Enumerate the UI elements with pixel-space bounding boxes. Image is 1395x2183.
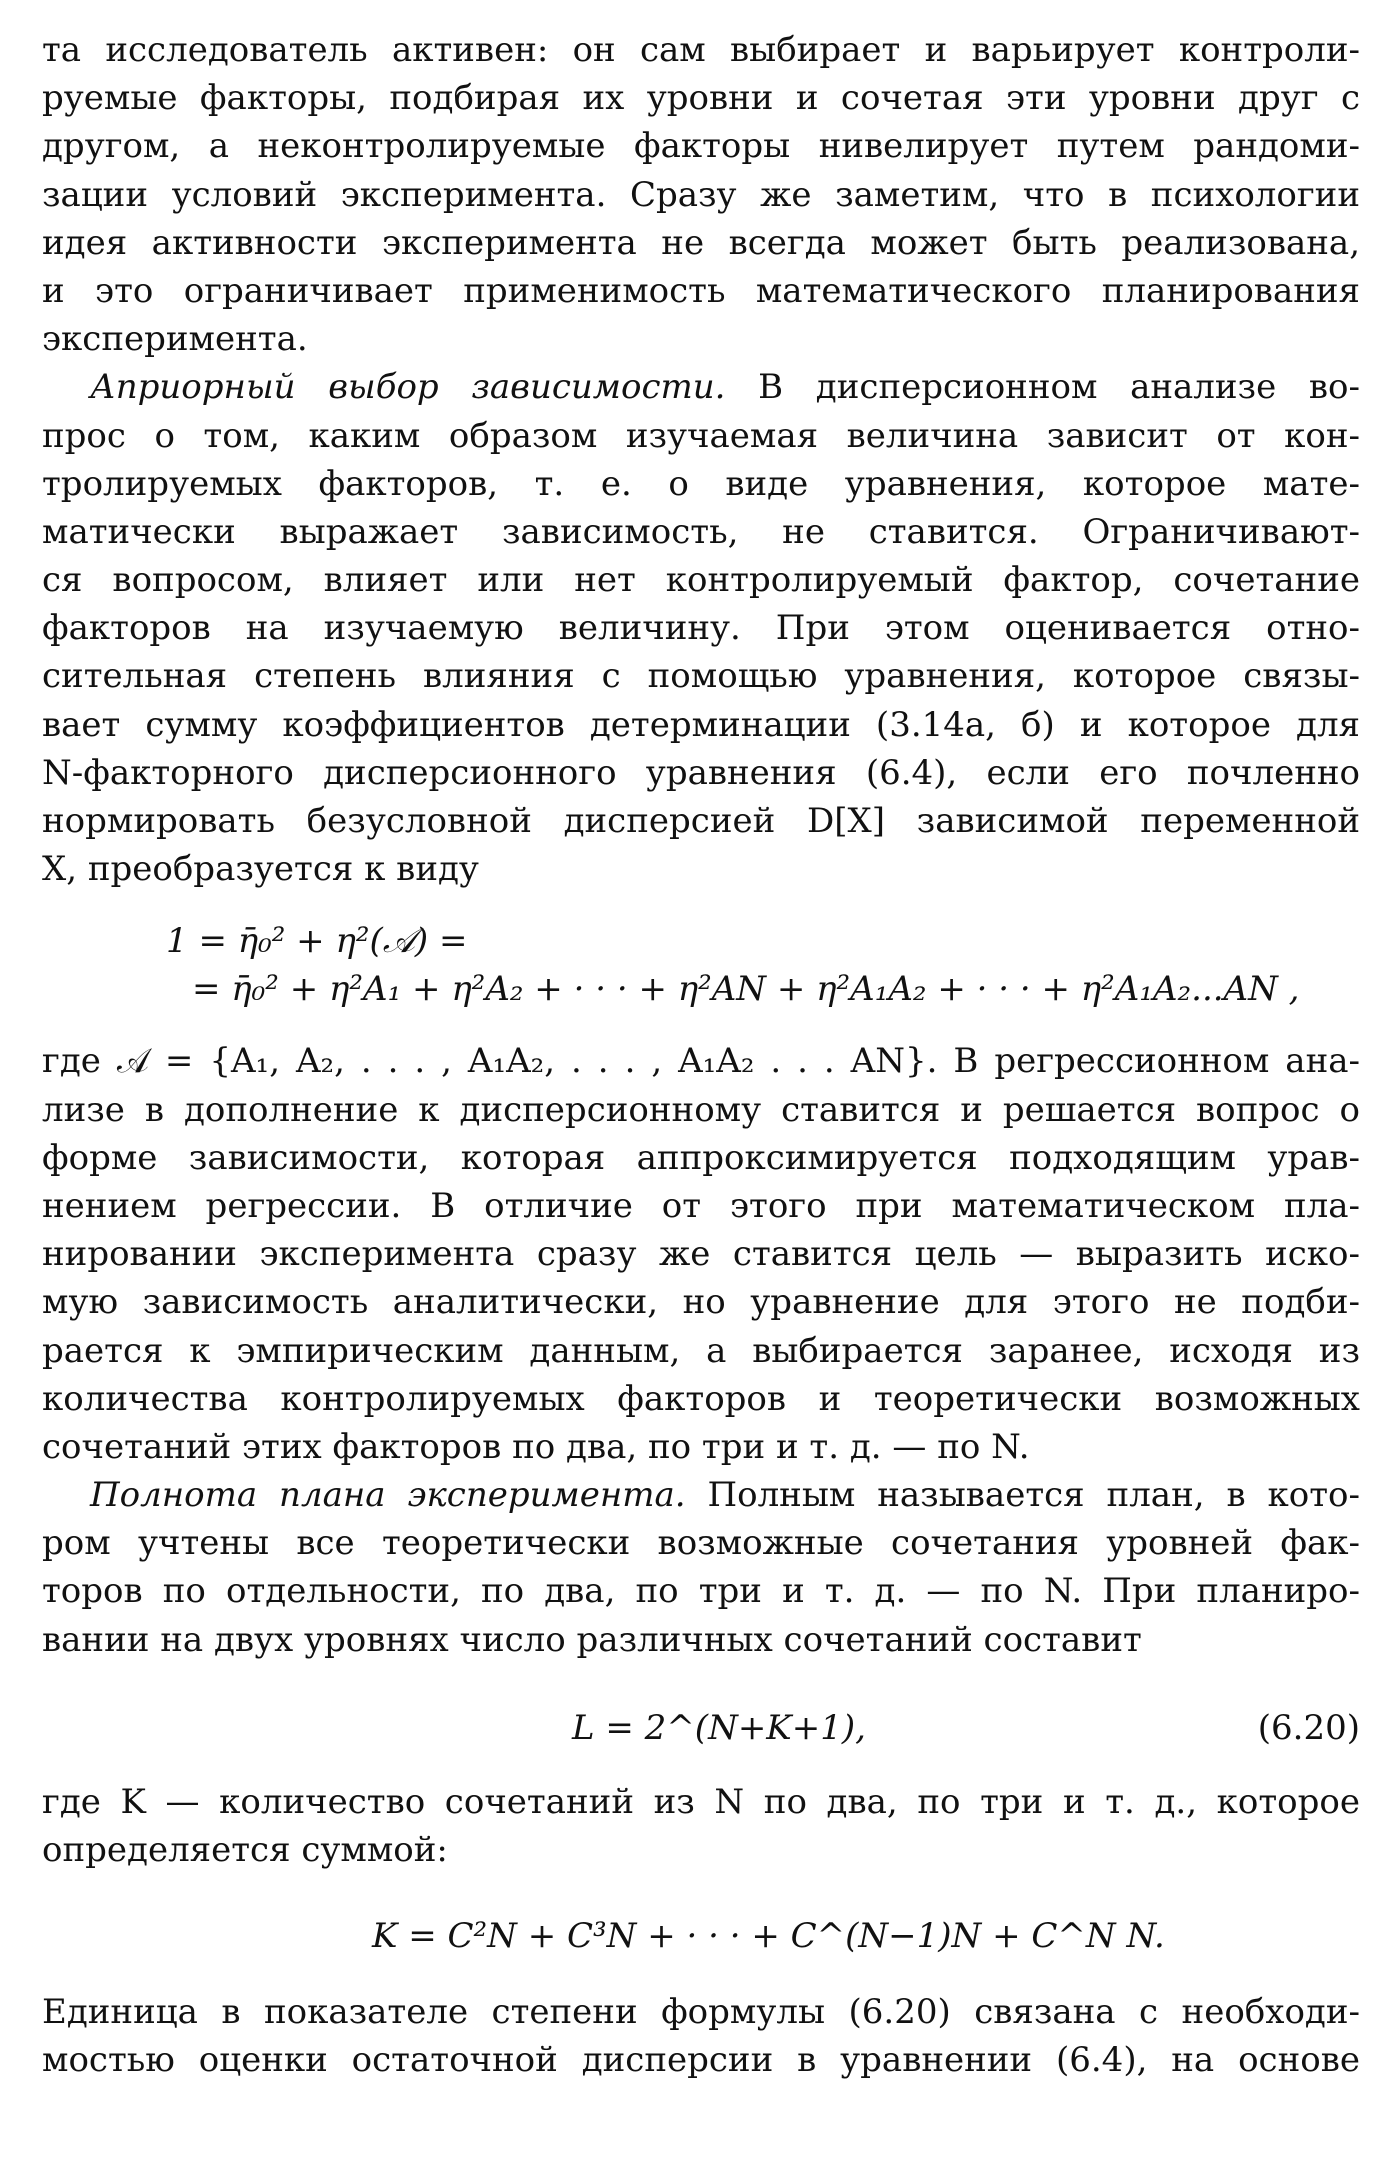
section-heading: Априорный выбор зависимости.	[90, 367, 726, 408]
paragraph-4	[42, 1471, 1360, 1664]
text-line: идея активности эксперимента не всегда может быть реализована,	[42, 222, 1360, 263]
text-line: зации условий эксперимента. Сразу же заметим, что в психологии	[42, 174, 1360, 215]
text-line: вает сумму коэффициентов детерминации (3.14а, б) и которое для	[42, 704, 1360, 745]
text-line: торов по отдельности, по два, по три и т. д. — по N. При планиро-	[42, 1571, 1360, 1612]
text-line: определяется суммой:	[42, 1830, 448, 1870]
text-line: лизе в дополнение к дисперсионному ставится и решается вопрос о	[42, 1089, 1360, 1130]
text-line: другом, а неконтролируемые факторы нивелирует путем рандоми-	[42, 126, 1360, 167]
text-fragment: Полным называется план, в кото-	[685, 1475, 1360, 1516]
section-heading: Полнота плана эксперимента.	[90, 1475, 686, 1516]
paragraph-6	[42, 1988, 1360, 2084]
equation-number: (6.20)	[1257, 1707, 1360, 1748]
text-line	[42, 1471, 1360, 1519]
text-line: количества контролируемых факторов и теоретически возможных	[42, 1378, 1360, 1419]
equation-body: L = 2^(N+K+1),	[572, 1707, 866, 1748]
formula-eta	[42, 917, 1360, 1013]
text-line: факторов на изучаемую величину. При этом оценивается отно-	[42, 608, 1360, 649]
text-line: мую зависимость аналитически, но уравнение для этого не подби-	[42, 1282, 1360, 1323]
formula-line-1: 1 = η̄₀² + η²(𝒜) =	[166, 921, 468, 962]
text-line: сительная степень влияния с помощью уравнения, которое связы-	[42, 656, 1360, 697]
text-line	[42, 363, 1360, 411]
paragraph-2	[42, 363, 1360, 893]
paragraph-3	[42, 1037, 1360, 1471]
equation-body: K = C²N + C³N + · · · + C^(N−1)N + C^N N.	[372, 1916, 1165, 1957]
text-line: нормировать безусловной дисперсией D[X] зависимой переменной	[42, 801, 1360, 841]
text-line: нением регрессии. В отличие от этого при математическом пла-	[42, 1185, 1360, 1226]
text-line: и это ограничивает применимость математического планирования	[42, 270, 1360, 311]
text-line: рается к эмпирическим данным, а выбирается заранее, исходя из	[42, 1330, 1360, 1371]
formula-line-2: = η̄₀² + η²A₁ + η²A₂ + · · · + η²AN + η²A₁A₂ + · · · + η²A₁A₂...AN ,	[192, 969, 1300, 1010]
paragraph-5	[42, 1778, 1360, 1874]
paragraph-1	[42, 26, 1360, 363]
text-line: форме зависимости, которая аппроксимируется подходящим урав-	[42, 1137, 1360, 1178]
text-line: матически выражает зависимость, не ставится. Ограничивают-	[42, 511, 1360, 552]
text-fragment: В дисперсионном анализе во-	[725, 367, 1360, 408]
text-line: эксперимента.	[42, 319, 308, 360]
text-line: где 𝒜 = {A₁, A₂, . . . , A₁A₂, . . . , A₁A₂ . . . AN}. В регрессионном ана-	[42, 1041, 1360, 1082]
text-line: Единица в показателе степени формулы (6.20) связана с необходи-	[42, 1992, 1360, 2033]
text-line: сочетаний этих факторов по два, по три и т. д. — по N.	[42, 1426, 1030, 1467]
text-line: руемые факторы, подбирая их уровни и сочетая эти уровни друг с	[42, 78, 1360, 119]
text-line: тролируемых факторов, т. е. о виде уравнения, которое мате-	[42, 463, 1360, 504]
equation-6-20	[42, 1678, 1360, 1778]
text-line: X, преобразуется к виду	[42, 849, 479, 890]
text-line: та исследователь активен: он сам выбирает и варьирует контроли-	[42, 30, 1360, 70]
text-line: вании на двух уровнях число различных сочетаний составит	[42, 1619, 1142, 1660]
text-line: где K — количество сочетаний из N по два, по три и т. д., которое	[42, 1781, 1360, 1822]
text-line: мостью оценки остаточной дисперсии в уравнении (6.4), на основе	[42, 2040, 1360, 2081]
text-line: ся вопросом, влияет или нет контролируемый фактор, сочетание	[42, 560, 1360, 601]
text-line: ром учтены все теоретически возможные сочетания уровней фак-	[42, 1523, 1360, 1564]
text-line: N-факторного дисперсионного уравнения (6.4), если его почленно	[42, 752, 1360, 793]
equation-k-sum	[42, 1888, 1360, 1988]
page-body	[42, 26, 1360, 2085]
text-line: прос о том, каким образом изучаемая величина зависит от кон-	[42, 415, 1360, 456]
text-line: нировании эксперимента сразу же ставится цель — выразить иско-	[42, 1234, 1360, 1275]
